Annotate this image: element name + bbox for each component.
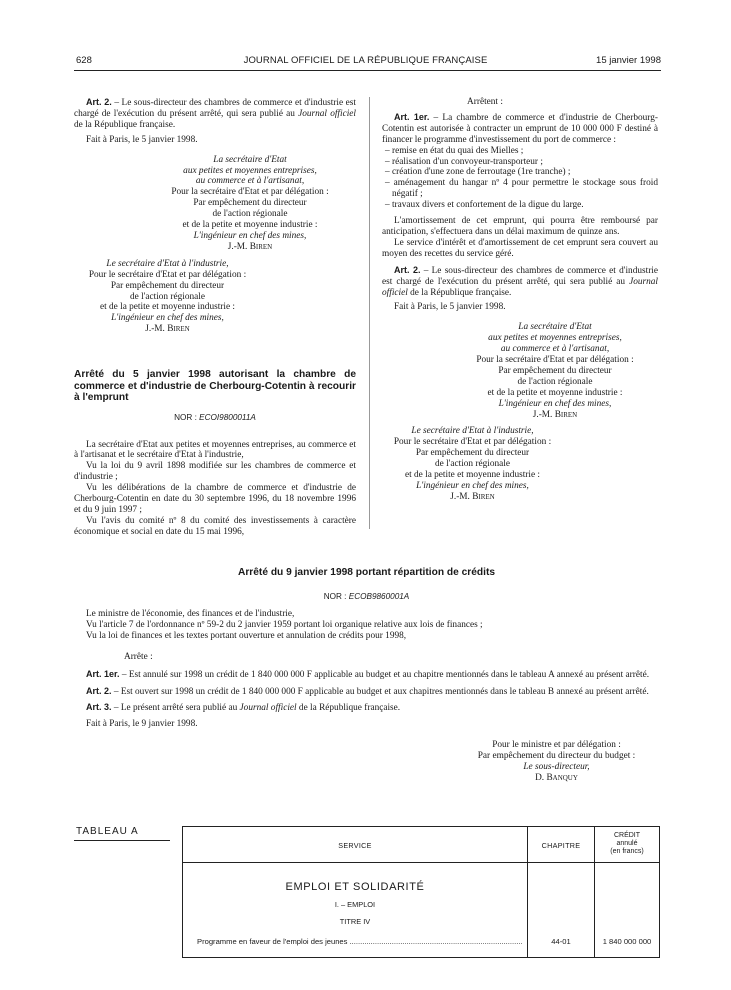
header-rule	[74, 70, 661, 71]
service-interet: Le service d'intérêt et d'amortissement de cet emprunt sera couvert au moyen des recettes du service géré.	[382, 237, 658, 259]
visa-1: Le ministre de l'économie, des finances et de l'industrie,	[86, 609, 295, 619]
article-3: Art. 3. – Le présent arrêté sera publié au Journal officiel de la République française.	[86, 702, 401, 714]
decree-2-body	[74, 609, 659, 784]
nor-reference-2: NOR : ECOB9860001A	[323, 592, 410, 602]
visa-3: Vu les délibérations de la chambre de commerce et d'industrie de Cherbourg-Cotentin en date du 30 septembre 1996, du 18 novembre 1996 et du 9 juin 1997 ;	[74, 483, 356, 515]
column-divider	[369, 97, 370, 529]
credits-table	[182, 826, 660, 958]
article-1: Art. 1er. – Est annulé sur 1998 un crédit de 1 840 000 000 F applicable au budget et au chapitre mentionnés dans le tableau A annexé au présent arrêté.	[86, 668, 650, 680]
article-2: Art. 2. – Est ouvert sur 1998 un crédit de 1 840 000 000 F applicable au budget et aux chapitres mentionnés dans le tableau B annexé au présent arrêté.	[86, 685, 649, 697]
nor-reference: NOR : ECOI9800011A	[174, 412, 256, 422]
decree-title: Arrêté du 5 janvier 1998 autorisant la chambre de commerce et d'industrie de Cherbourg-Cotentin à recourir à l'emprunt	[74, 369, 356, 404]
left-column	[74, 97, 356, 538]
table-row-chapitre: 44-01	[551, 937, 571, 946]
list-item: – création d'une zone de ferroutage (1re tranche) ;	[385, 167, 571, 178]
visa-4: Vu l'avis du comité nº 8 du comité des investissements à caractère économique et social en date du 15 mai 1996,	[74, 515, 356, 537]
signature-block-2: Le secrétaire d'Etat à l'industrie, Pour le secrétaire d'Etat et par délégation : Par empêchement du directeur de l'action régionale et de la petite et moyenne industrie : L'ingénieur en chef des mines, J.-M. Biren	[88, 258, 247, 335]
decree-2-title: Arrêté du 9 janvier 1998 portant répartition de crédits	[237, 567, 496, 578]
fait-right: Fait à Paris, le 5 janvier 1998.	[394, 302, 506, 313]
fait-left: Fait à Paris, le 5 janvier 1998.	[86, 134, 198, 145]
table-label-rule	[74, 840, 170, 841]
page-header	[0, 0, 731, 70]
fait-decree-2: Fait à Paris, le 9 janvier 1998.	[86, 719, 198, 730]
table-label: TABLEAU A	[76, 826, 139, 837]
section-title: EMPLOI ET SOLIDARITÉ	[285, 881, 425, 893]
table-row-credit: 1 840 000 000	[602, 937, 652, 946]
journal-title: JOURNAL OFFICIEL DE LA RÉPUBLIQUE FRANÇAISE	[243, 55, 488, 66]
right-column	[382, 97, 658, 503]
list-item: – remise en état du quai des Mielles ;	[385, 145, 524, 156]
header-service: SERVICE	[338, 841, 372, 850]
amortissement: L'amortissement de cet emprunt, qui pourra être remboursé par anticipation, s'effectuera dans un délai maximum de quinze ans.	[382, 216, 658, 237]
header-row-rule	[183, 862, 659, 863]
header-chapitre: CHAPITRE	[541, 841, 581, 850]
arretent: Arrêtent :	[467, 97, 503, 107]
article-2-left: Art. 2. – Le sous-directeur des chambres de commerce et d'industrie est chargé de l'exécution du présent arrêté, qui sera publié au Journal officiel de la République française.	[74, 97, 357, 130]
article-2-right: Art. 2. – Le sous-directeur des chambres de commerce et d'industrie est chargé de l'exécution du présent arrêté, qui sera publié au Journal officiel de la République française.	[382, 264, 658, 298]
page-number: 628	[76, 55, 92, 66]
visa-1: La secrétaire d'Etat aux petites et moyennes entreprises, au commerce et à l'artisanat et le secrétaire d'Etat à l'industrie,	[74, 439, 356, 461]
list-item: – travaux divers et confortement de la digue du large.	[385, 200, 584, 211]
signature-block-5: Pour le ministre et par délégation : Par empêchement du directeur du budget : Le sous-directeur, D. Banquy	[477, 740, 636, 783]
signature-block-4: Le secrétaire d'Etat à l'industrie, Pour le secrétaire d'Etat et par délégation : Par empêchement du directeur de l'action régionale et de la petite et moyenne industrie : L'ingénieur en chef des mines, J.-M. Biren	[393, 426, 552, 502]
signature-block-1: La secrétaire d'Etat aux petites et moyennes entreprises, au commerce et à l'artisanat, Pour la secrétaire d'Etat et par délégation : Par empêchement du directeur de l'action régionale et de la petite et moyenne industrie : L'ingénieur en chef des mines, J.-M. Biren	[171, 154, 329, 252]
article-1-right: Art. 1er. – La chambre de commerce et d'industrie de Cherbourg-Cotentin est autorisée à contracter un emprunt de 10 000 000 F destiné à financer le programme d'investissement du port de commerce :	[382, 111, 658, 145]
arrete: Arrête :	[124, 651, 153, 662]
visa-2: Vu l'article 7 de l'ordonnance nº 59-2 du 2 janvier 1959 portant loi organique relative aux lois de finances ;	[86, 619, 483, 630]
signature-block-3: La secrétaire d'Etat aux petites et moyennes entreprises, au commerce et à l'artisanat, Pour la secrétaire d'Etat et par délégation : Par empêchement du directeur de l'action régionale et de la petite et moyenne industrie : L'ingénieur en chef des mines, J.-M. Biren	[476, 322, 634, 420]
table-row-label: Programme en faveur de l'emploi des jeunes .....	[197, 937, 523, 946]
titre-label: TITRE IV	[339, 917, 371, 926]
subsection-title: I. – EMPLOI	[334, 900, 376, 909]
visa-3: Vu la loi de finances et les textes portant ouverture et annulation de crédits pour 1998,	[86, 630, 407, 641]
list-item: – réalisation d'un convoyeur-transporteur ;	[385, 156, 543, 167]
list-item: – aménagement du hangar nº 4 pour permettre le stockage sous froid négatif ;	[385, 178, 658, 200]
visa-2: Vu la loi du 9 avril 1898 modifiée sur les chambres de commerce et d'industrie ;	[74, 461, 356, 483]
header-credit: CRÉDIT annulé (en francs)	[610, 832, 644, 855]
issue-date: 15 janvier 1998	[596, 55, 661, 66]
